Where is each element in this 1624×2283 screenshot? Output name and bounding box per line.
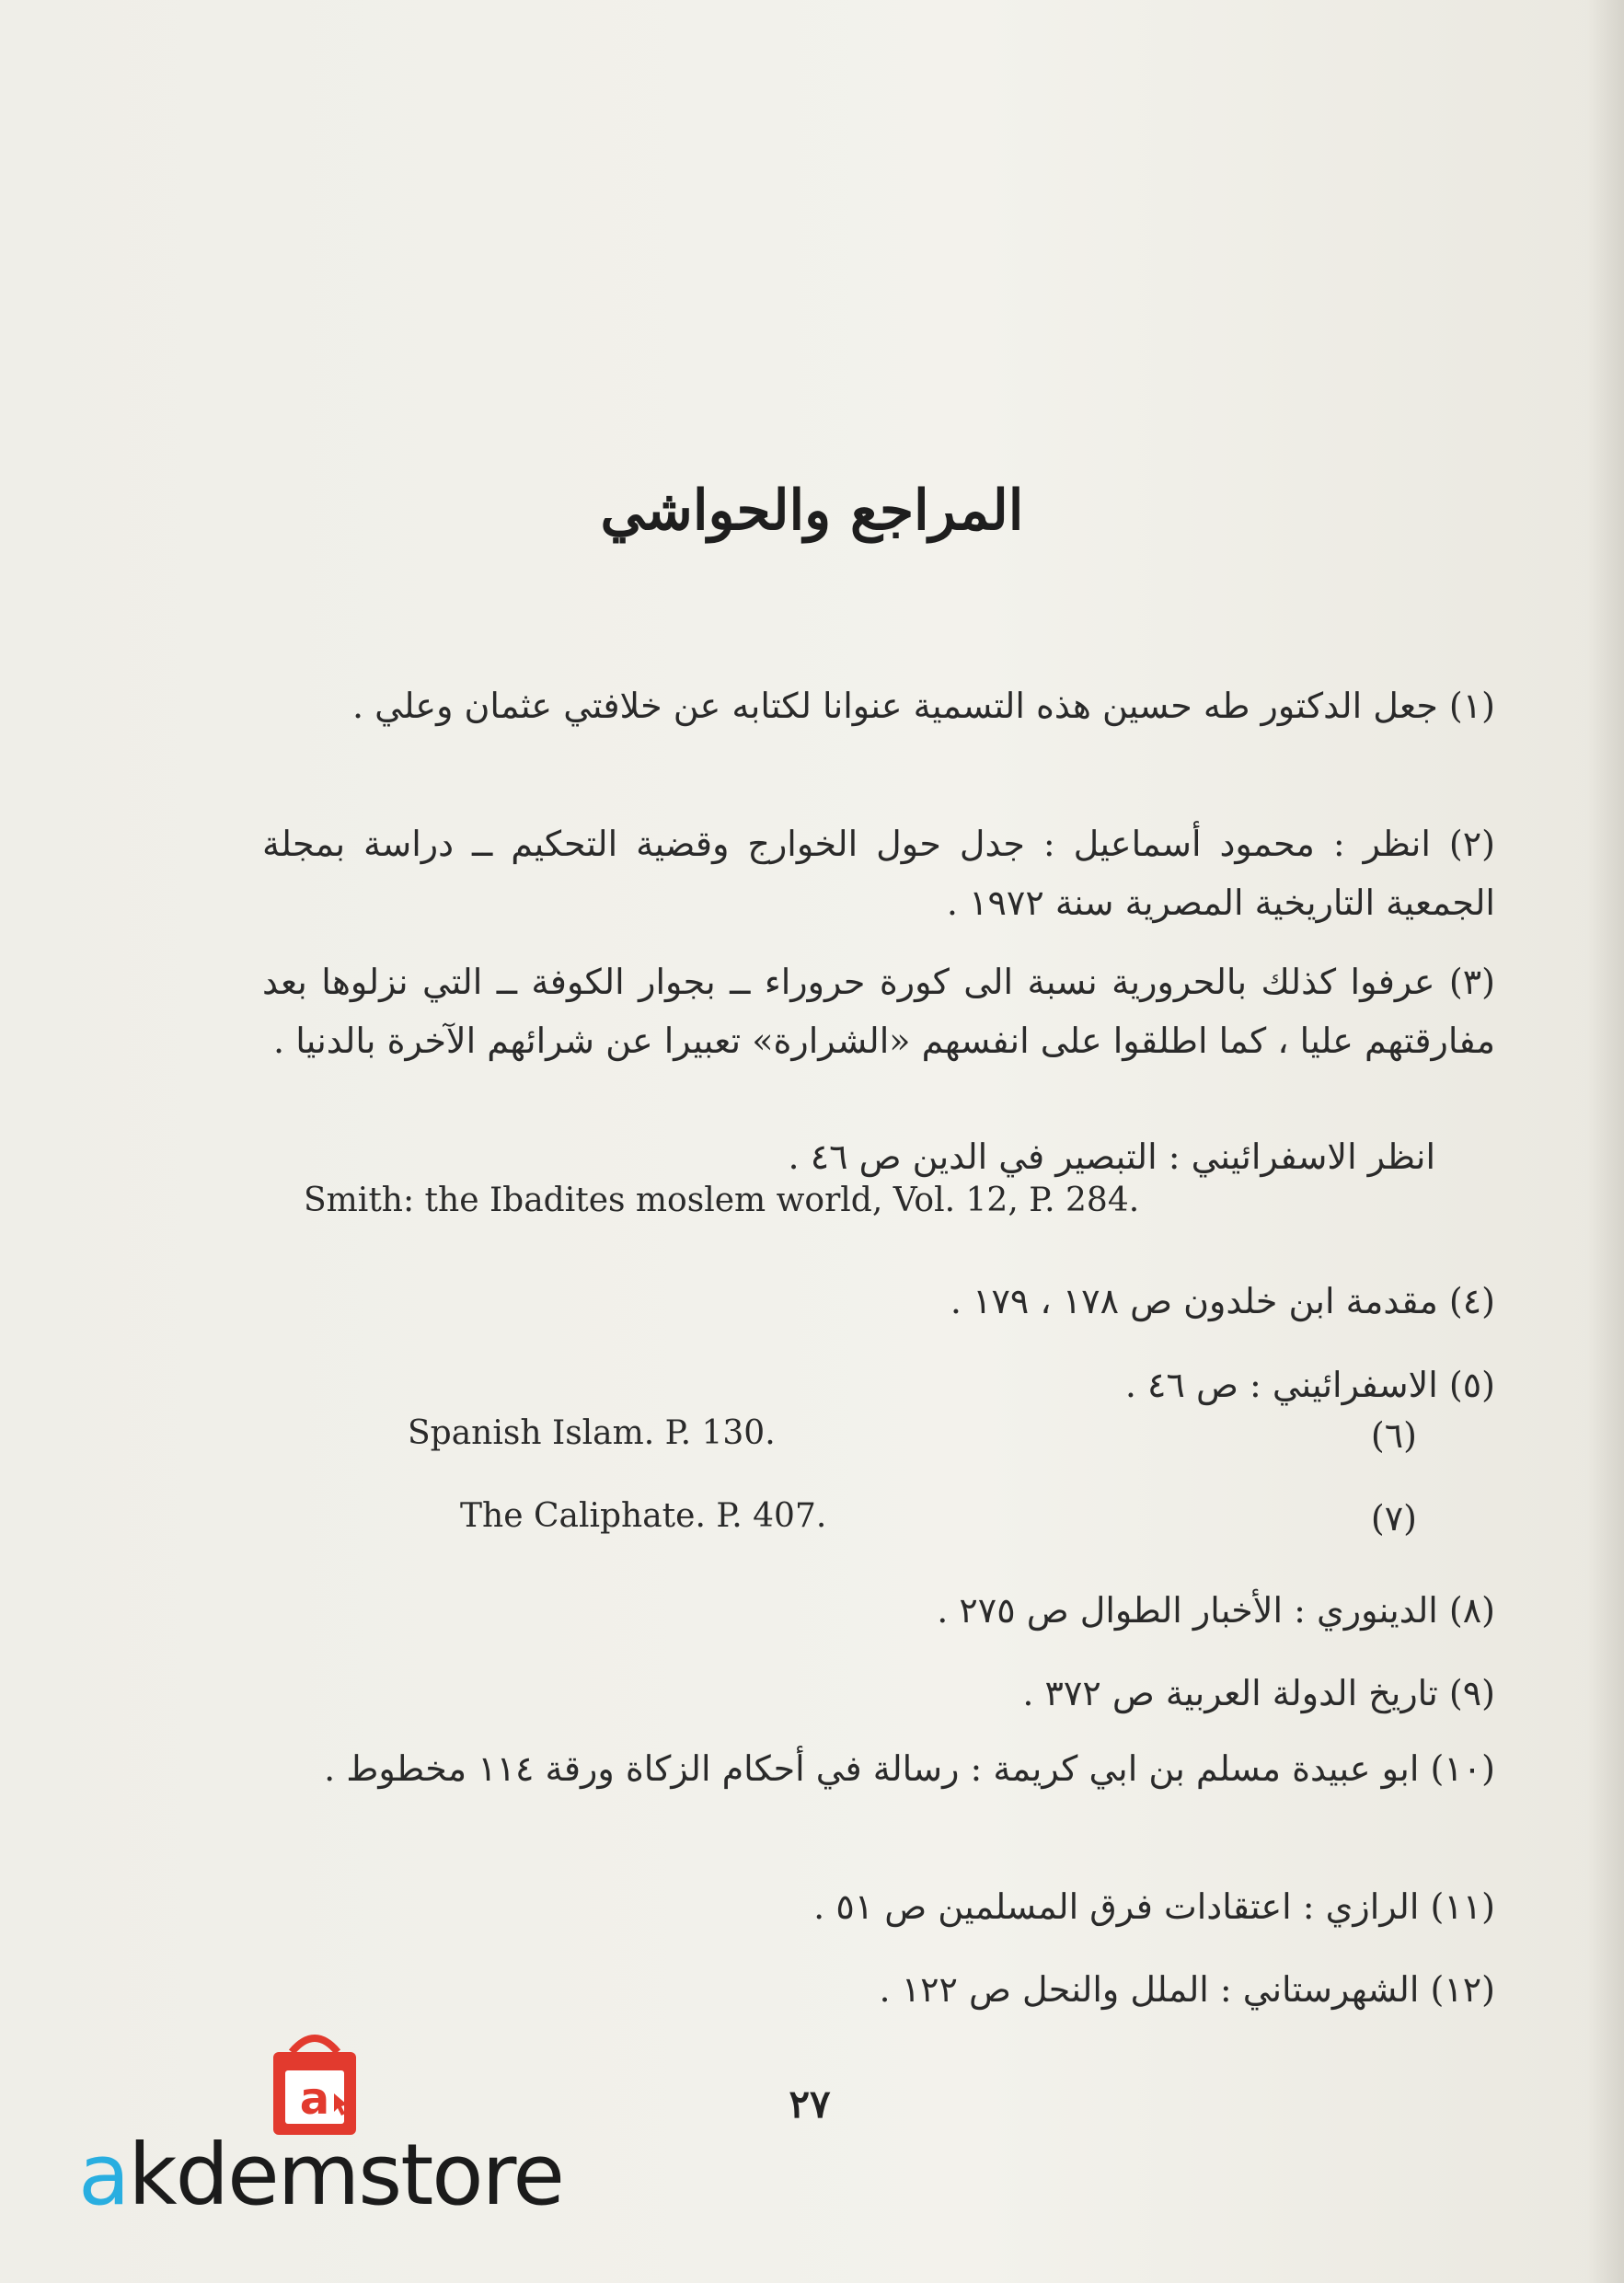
note-7-number: (٧)	[1370, 1498, 1417, 1539]
note-3-english-reference: Smith: the Ibadites moslem world, Vol. 12, P. 284.	[304, 1182, 1140, 1219]
note-7: The Caliphate. P. 407.	[460, 1497, 827, 1535]
note-2: (٢) انظر : محمود أسماعيل : جدل حول الخوارج وقضية التحكيم ــ دراسة بمجلة الجمعية التاريخية المصرية سنة ١٩٧٢ .	[262, 824, 1495, 923]
note-3: (٣) عرفوا كذلك بالحرورية نسبة الى كورة حروراء ــ بجوار الكوفة ــ التي نزلوها بعد مفارقتهم عليا ، كما اطلقوا على انفسهم «الشرارة» تعبيرا عن شرائهم الآخرة بالدنيا .	[262, 962, 1495, 1061]
note-4: (٤) مقدمة ابن خلدون ص ١٧٨ ، ١٧٩ .	[950, 1281, 1495, 1321]
note-11: (١١) الرازي : اعتقادات فرق المسلمين ص ٥١ .	[813, 1886, 1495, 1927]
note-8: (٨) الدينوري : الأخبار الطوال ص ٢٧٥ .	[937, 1590, 1495, 1631]
note-10: (١٠) ابو عبيدة مسلم بن ابي كريمة : رسالة في أحكام الزكاة ورقة ١١٤ مخطوط .	[324, 1748, 1495, 1789]
note-6-number: (٦)	[1370, 1415, 1417, 1456]
logo-rest: kdemstore	[128, 2126, 563, 2224]
note-1: (١) جعل الدكتور طه حسين هذه التسمية عنوانا لكتابه عن خلافتي عثمان وعلي .	[352, 686, 1495, 726]
note-12: (١٢) الشهرستاني : الملل والنحل ص ١٢٢ .	[879, 1969, 1495, 2010]
page-title: المراجع والحواشي	[600, 479, 1024, 543]
logo-icon-letter: a	[299, 2073, 330, 2125]
note-5: (٥) الاسفرائيني : ص ٤٦ .	[1124, 1365, 1495, 1405]
logo-first-letter: a	[78, 2126, 129, 2224]
note-9: (٩) تاريخ الدولة العربية ص ٣٧٢ .	[1022, 1673, 1495, 1713]
store-logo-text	[78, 2126, 563, 2224]
book-bag-icon	[273, 2038, 356, 2135]
page-number: ٢٧	[789, 2081, 831, 2127]
page-edge-shadow	[1587, 0, 1624, 2283]
note-3-reference: انظر الاسفرائيني : التبصير في الدين ص ٤٦ .	[788, 1136, 1435, 1177]
note-6: Spanish Islam. P. 130.	[408, 1414, 776, 1452]
